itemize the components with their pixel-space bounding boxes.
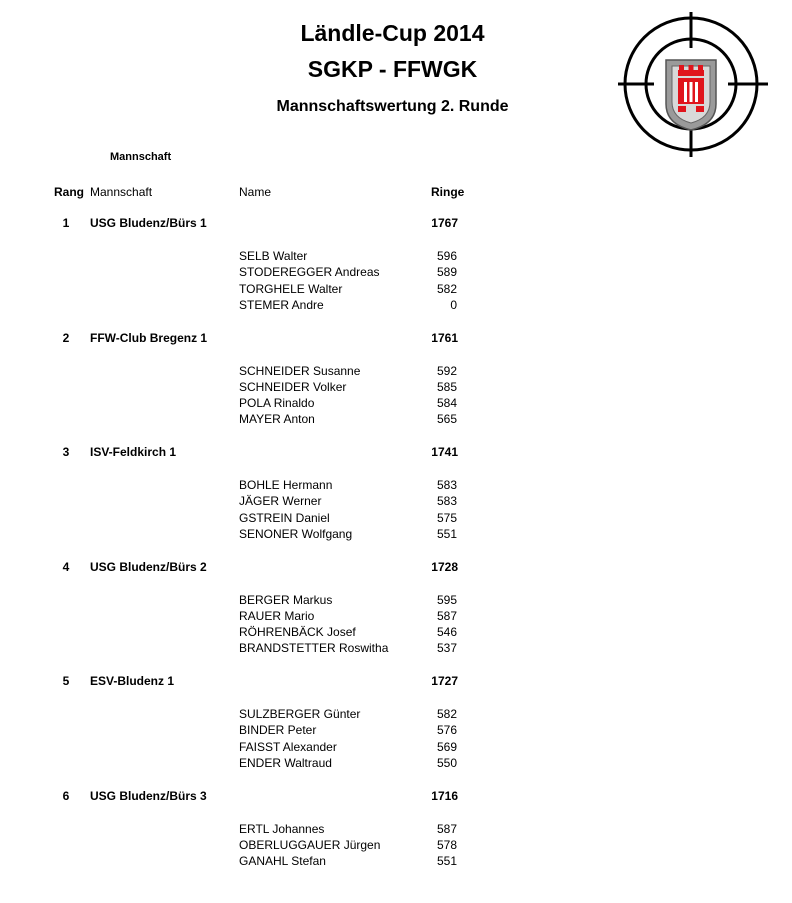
member-name: ENDER Waltraud [239, 756, 332, 770]
team-results-list [0, 216, 792, 903]
member-name: STEMER Andre [239, 298, 324, 312]
member-row [0, 838, 792, 854]
team-total-score: 1761 [423, 331, 458, 345]
member-name: SULZBERGER Günter [239, 707, 360, 721]
team-row [0, 560, 792, 578]
team-total-score: 1728 [423, 560, 458, 574]
team-row [0, 216, 792, 234]
team-name: USG Bludenz/Bürs 2 [90, 560, 207, 574]
member-list [0, 478, 792, 543]
member-list [0, 707, 792, 772]
page-subtitle-round: Mannschaftswertung 2. Runde [0, 98, 785, 116]
team-block [0, 216, 792, 331]
member-score: 583 [420, 478, 457, 492]
member-list [0, 364, 792, 429]
column-header-rank: Rang [54, 185, 84, 199]
member-name: GSTREIN Daniel [239, 511, 330, 525]
member-score: 587 [420, 609, 457, 623]
team-rank: 4 [58, 560, 74, 574]
team-rank: 3 [58, 445, 74, 459]
page-title: Ländle-Cup 2014 [0, 20, 785, 47]
team-name: FFW-Club Bregenz 1 [90, 331, 207, 345]
member-name: BINDER Peter [239, 723, 316, 737]
team-row [0, 445, 792, 463]
member-name: SENONER Wolfgang [239, 527, 352, 541]
member-row [0, 364, 792, 380]
member-score: 595 [420, 593, 457, 607]
member-row [0, 380, 792, 396]
member-list [0, 249, 792, 314]
member-name: GANAHL Stefan [239, 854, 326, 868]
member-name: SELB Walter [239, 249, 307, 263]
member-row [0, 494, 792, 510]
member-name: ERTL Johannes [239, 822, 324, 836]
member-score: 583 [420, 494, 457, 508]
member-score: 589 [420, 265, 457, 279]
member-score: 551 [420, 527, 457, 541]
team-rank: 1 [58, 216, 74, 230]
team-block [0, 445, 792, 560]
member-row [0, 511, 792, 527]
member-row [0, 412, 792, 428]
member-row [0, 822, 792, 838]
team-total-score: 1767 [423, 216, 458, 230]
page-subtitle-event: SGKP - FFWGK [0, 56, 785, 83]
member-score: 575 [420, 511, 457, 525]
member-score: 596 [420, 249, 457, 263]
member-name: FAISST Alexander [239, 740, 337, 754]
member-row [0, 609, 792, 625]
member-list [0, 593, 792, 658]
member-row [0, 625, 792, 641]
member-score: 585 [420, 380, 457, 394]
team-name: ESV-Bludenz 1 [90, 674, 174, 688]
column-header-name: Name [239, 185, 271, 199]
member-row [0, 249, 792, 265]
member-score: 551 [420, 854, 457, 868]
member-score: 576 [420, 723, 457, 737]
team-block [0, 331, 792, 446]
member-name: BERGER Markus [239, 593, 332, 607]
member-name: JÄGER Werner [239, 494, 321, 508]
team-name: USG Bludenz/Bürs 1 [90, 216, 207, 230]
member-score: 546 [420, 625, 457, 639]
member-row [0, 478, 792, 494]
member-name: MAYER Anton [239, 412, 315, 426]
member-score: 582 [420, 282, 457, 296]
member-score: 578 [420, 838, 457, 852]
member-row [0, 593, 792, 609]
member-name: STODEREGGER Andreas [239, 265, 380, 279]
member-score: 584 [420, 396, 457, 410]
member-score: 569 [420, 740, 457, 754]
team-total-score: 1716 [423, 789, 458, 803]
member-row [0, 282, 792, 298]
team-block [0, 789, 792, 903]
team-row [0, 789, 792, 807]
member-score: 582 [420, 707, 457, 721]
member-row [0, 740, 792, 756]
team-rank: 6 [58, 789, 74, 803]
member-row [0, 527, 792, 543]
vorarlberg-coat-of-arms-target-icon [618, 12, 768, 157]
member-name: SCHNEIDER Volker [239, 380, 346, 394]
team-row [0, 331, 792, 349]
member-score: 537 [420, 641, 457, 655]
team-block [0, 674, 792, 789]
member-name: OBERLUGGAUER Jürgen [239, 838, 380, 852]
column-header-team: Mannschaft [90, 185, 152, 199]
team-rank: 5 [58, 674, 74, 688]
team-rank: 2 [58, 331, 74, 345]
member-row [0, 298, 792, 314]
member-row [0, 641, 792, 657]
member-score: 587 [420, 822, 457, 836]
member-name: RÖHRENBÄCK Josef [239, 625, 356, 639]
member-name: BOHLE Hermann [239, 478, 332, 492]
member-score: 592 [420, 364, 457, 378]
team-row [0, 674, 792, 692]
team-total-score: 1741 [423, 445, 458, 459]
member-name: BRANDSTETTER Roswitha [239, 641, 388, 655]
member-row [0, 756, 792, 772]
team-name: ISV-Feldkirch 1 [90, 445, 176, 459]
team-block [0, 560, 792, 675]
member-row [0, 396, 792, 412]
member-name: POLA Rinaldo [239, 396, 314, 410]
team-total-score: 1727 [423, 674, 458, 688]
member-name: TORGHELE Walter [239, 282, 342, 296]
member-row [0, 707, 792, 723]
member-name: SCHNEIDER Susanne [239, 364, 360, 378]
member-score: 550 [420, 756, 457, 770]
member-name: RAUER Mario [239, 609, 314, 623]
member-row [0, 854, 792, 870]
member-list [0, 822, 792, 871]
section-label: Mannschaft [110, 151, 171, 163]
member-score: 565 [420, 412, 457, 426]
column-header-score: Ringe [431, 185, 464, 199]
member-row [0, 265, 792, 281]
team-name: USG Bludenz/Bürs 3 [90, 789, 207, 803]
member-row [0, 723, 792, 739]
member-score: 0 [420, 298, 457, 312]
